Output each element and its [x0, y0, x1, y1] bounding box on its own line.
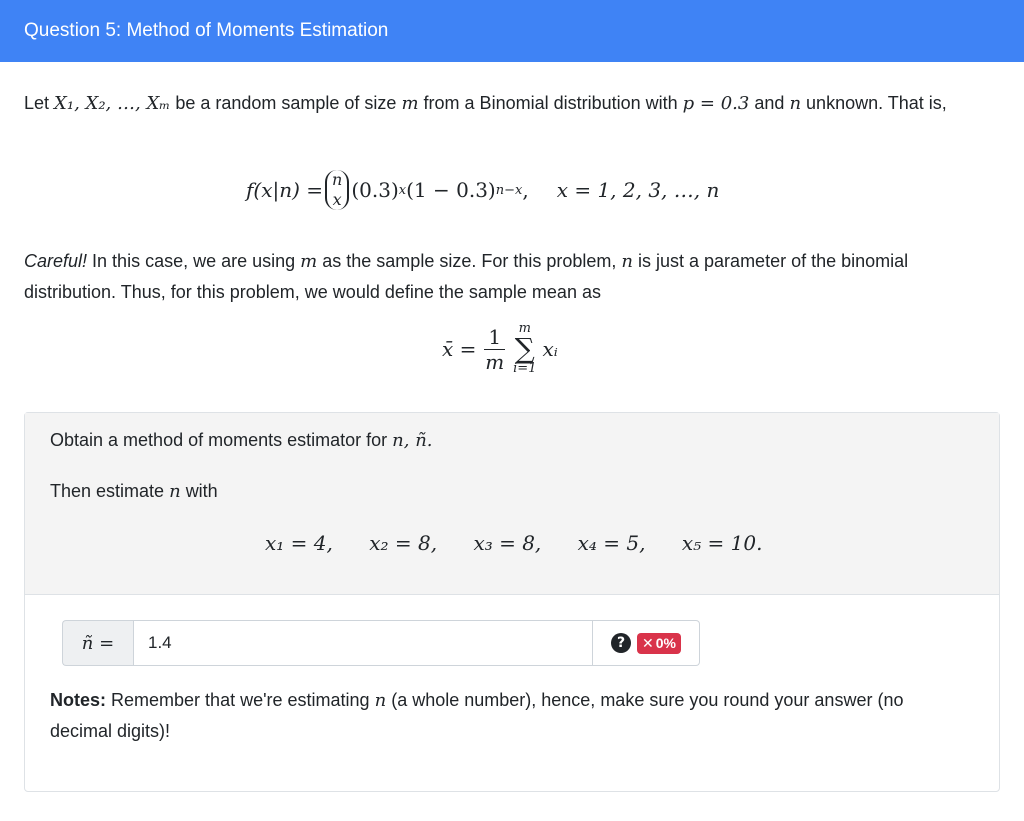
task-card — [24, 412, 1000, 792]
pmf-support: x = 1, 2, 3, …, n — [556, 178, 720, 202]
sample-values — [265, 531, 762, 555]
careful-paragraph: Careful! In this case, we are using m as the sample size. For this problem, n is just a parameter of the binomial distribution. Thus, for this problem, we would define the sample mean as — [24, 251, 909, 302]
task-line-1: Obtain a method of moments estimator for n, ñ. — [50, 430, 433, 451]
sample-vars: X₁, X₂, …, Xₘ — [54, 93, 171, 114]
sample-value: x₅ = 10. — [681, 531, 763, 555]
question-intro: Let X₁, X₂, …, Xₘ be a random sample of size m from a Binomial distribution with p = 0.3 and n unknown. That is, — [24, 93, 947, 114]
task-line-2: Then estimate n with — [50, 481, 218, 502]
pmf-formula: f(x|n) = n x (0.3) x (1 − 0.3) n−x , x = 1, 2, 3, …, n — [246, 170, 720, 209]
score-badge — [637, 633, 681, 654]
question-circle-icon[interactable]: ? — [611, 633, 631, 653]
sample-value: x₁ = 4, — [265, 531, 333, 555]
binomial-coefficient: n x — [325, 170, 349, 210]
answer-input[interactable] — [133, 620, 593, 666]
fraction: $\frac{1}{m}$ — [485, 324, 505, 374]
sample-value: x₃ = 8, — [473, 531, 542, 555]
score-value: 0% — [655, 635, 676, 651]
sample-mean-formula: x̄ = $\frac{1}{m}$ m ∑ i=1 xᵢ — [442, 321, 558, 376]
answer-input-group — [62, 620, 700, 666]
question-header — [0, 0, 1024, 62]
task-prompt — [25, 413, 999, 595]
answer-status — [593, 620, 700, 666]
notes-label: Notes: — [50, 690, 107, 710]
sample-value: x₄ = 5, — [577, 531, 646, 555]
notes: Notes: Remember that we're estimating n (a whole number), hence, make sure you round your answer (no decimal digits)! — [50, 690, 904, 741]
x-icon: ✕ — [642, 634, 654, 651]
careful-label: Careful! — [24, 251, 88, 271]
sample-value: x₂ = 8, — [369, 531, 438, 555]
sigma-symbol: ∑ — [514, 332, 535, 365]
question-title: Question 5: Method of Moments Estimation — [24, 20, 389, 41]
answer-prefix: ñ = — [62, 620, 133, 666]
summation: m ∑ i=1 — [513, 321, 537, 376]
